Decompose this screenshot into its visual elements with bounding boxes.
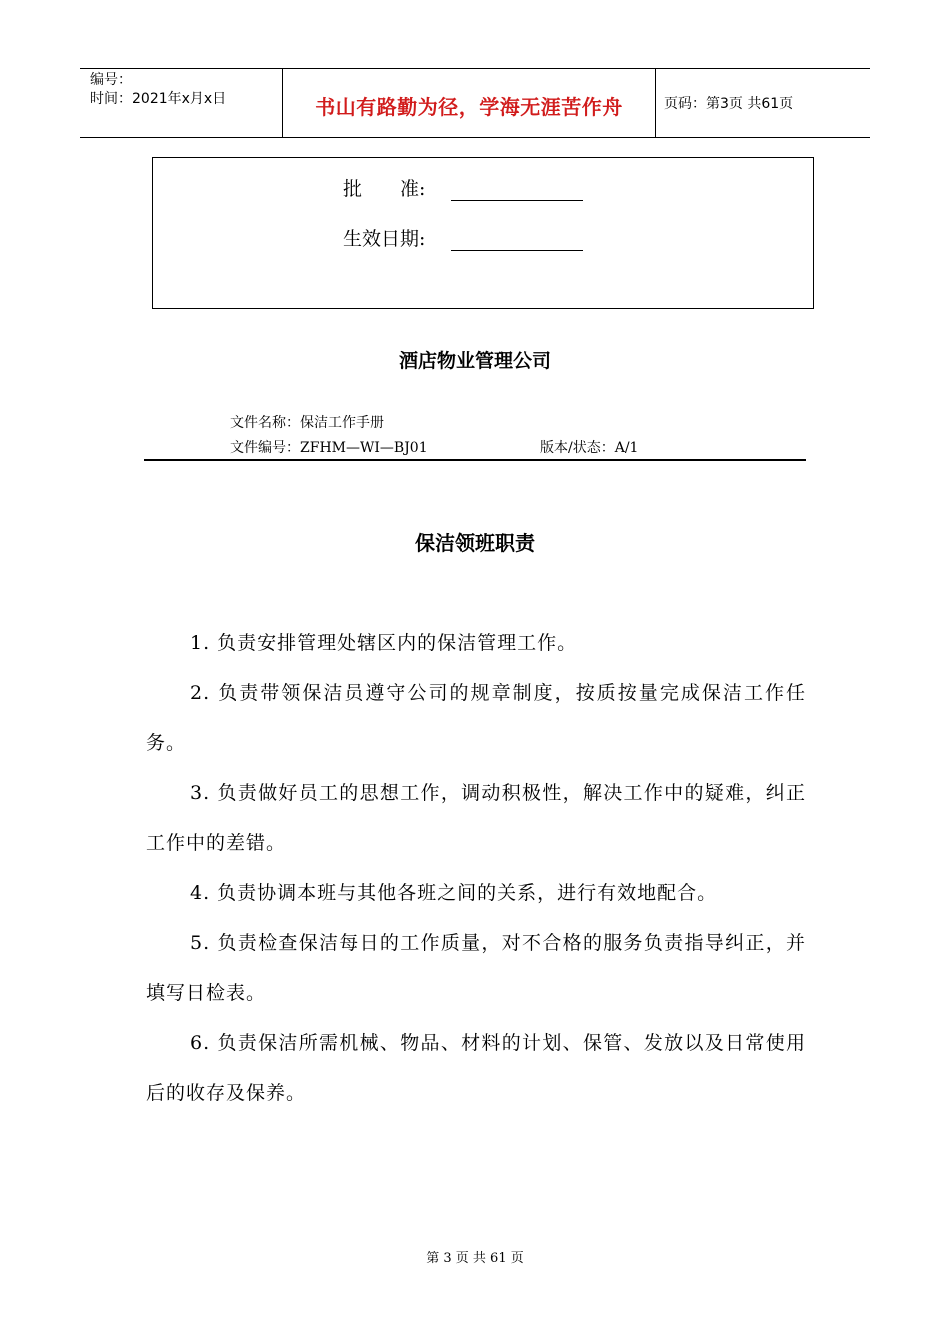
time-label: 时间：2021年x月x日 — [90, 91, 227, 107]
motto-text: 书山有路勤为径，学海无涯苦作舟 — [315, 95, 623, 119]
effective-date-row — [343, 224, 583, 251]
approve-signature-line — [451, 180, 583, 201]
duty-item: 4. 负责协调本班与其他各班之间的关系，进行有效地配合。 — [190, 882, 718, 904]
effective-date-line — [451, 230, 583, 251]
document-name: 文件名称：保洁工作手册 — [230, 415, 384, 431]
duty-list — [146, 618, 806, 1118]
duty-item: 3. 负责做好员工的思想工作，调动积极性，解决工作中的疑难，纠正工作中的差错。 — [146, 782, 806, 854]
header-motto-cell — [282, 69, 656, 137]
page-header — [80, 68, 870, 138]
duty-item: 6. 负责保洁所需机械、物品、材料的计划、保管、发放以及日常使用后的收存及保养。 — [146, 1032, 806, 1104]
page-footer: 第 3 页 共 61 页 — [426, 1251, 524, 1266]
number-label: 编号： — [90, 72, 132, 88]
page-title: 保洁领班职责 — [415, 531, 535, 555]
document-version: 版本/状态：A/1 — [540, 440, 639, 456]
duty-item: 5. 负责检查保洁每日的工作质量，对不合格的服务负责指导纠正，并填写日检表。 — [146, 932, 806, 1004]
header-divider — [144, 459, 806, 461]
approve-label: 批 准: — [343, 178, 426, 200]
header-info-cell — [80, 69, 282, 137]
document-code: 文件编号：ZFHM—WI—BJ01 — [230, 440, 428, 456]
approve-row — [343, 174, 583, 201]
duty-item: 1. 负责安排管理处辖区内的保洁管理工作。 — [190, 632, 578, 654]
document-code-row — [230, 437, 639, 457]
page-info: 页码：第3页 共61页 — [664, 96, 794, 112]
company-name: 酒店物业管理公司 — [398, 350, 551, 372]
duty-item: 2. 负责带领保洁员遵守公司的规章制度，按质按量完成保洁工作任务。 — [146, 682, 806, 754]
effective-date-label: 生效日期: — [343, 228, 426, 250]
approval-box — [152, 157, 814, 309]
